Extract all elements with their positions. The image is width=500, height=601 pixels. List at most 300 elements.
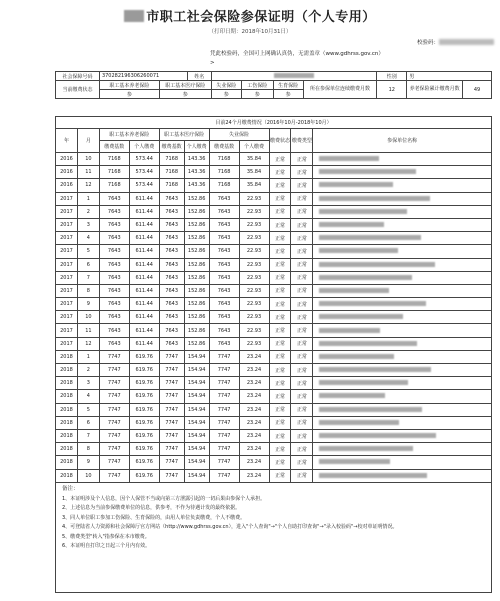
cell-medical-personal: 154.94 (184, 403, 209, 416)
cell-pension-personal: 611.44 (129, 245, 159, 258)
note-item: 6、本证明自打印之日起三个月内有效。 (62, 543, 151, 549)
cell-unemp-base: 7747 (209, 429, 239, 442)
redacted-unit-name (319, 235, 421, 240)
cell-unemp-personal: 22.93 (239, 284, 269, 297)
cell-pay-type: 正常 (291, 205, 313, 218)
cell-year: 2017 (56, 324, 78, 337)
payment-rows (56, 153, 492, 483)
head-medical: 职工基本医疗保险 (159, 81, 211, 90)
cell-pay-type: 正常 (291, 416, 313, 429)
cell-medical-personal: 154.94 (184, 416, 209, 429)
table-row (56, 350, 492, 363)
cell-pay-status: 正常 (269, 390, 291, 403)
cell-medical-base: 7747 (159, 416, 184, 429)
cell-month: 9 (77, 298, 99, 311)
cell-unemp-personal: 23.24 (239, 443, 269, 456)
payment-table (55, 116, 492, 483)
table-row (56, 456, 492, 469)
cell-year: 2017 (56, 298, 78, 311)
cell-unemp-base: 7747 (209, 443, 239, 456)
cell-month: 4 (77, 390, 99, 403)
cell-medical-base: 7643 (159, 218, 184, 231)
cell-unemp-personal: 23.24 (239, 403, 269, 416)
cell-year: 2017 (56, 337, 78, 350)
cell-unemp-base: 7747 (209, 364, 239, 377)
cell-unit-name (313, 153, 492, 166)
cell-pay-type: 正常 (291, 166, 313, 179)
cell-unit-name (313, 456, 492, 469)
cell-medical-personal: 152.86 (184, 232, 209, 245)
cell-month: 11 (77, 324, 99, 337)
cell-unemp-personal: 23.24 (239, 429, 269, 442)
cell-pay-status: 正常 (269, 377, 291, 390)
cell-medical-personal: 152.86 (184, 258, 209, 271)
cell-year: 2017 (56, 245, 78, 258)
cell-unit-name (313, 218, 492, 231)
head-unemp: 失业保险 (211, 81, 241, 90)
cell-medical-base: 7747 (159, 429, 184, 442)
cell-pension-base: 7643 (99, 258, 129, 271)
cell-pension-personal: 619.76 (129, 403, 159, 416)
cell-unit-name (313, 232, 492, 245)
cell-unemp-base: 7747 (209, 390, 239, 403)
cell-year: 2018 (56, 469, 78, 482)
redacted-code (439, 39, 494, 45)
cell-pension-base: 7168 (99, 179, 129, 192)
title-row (0, 6, 500, 25)
redacted-unit-name (319, 169, 416, 174)
cell-pay-type: 正常 (291, 311, 313, 324)
cell-month: 6 (77, 258, 99, 271)
status-pension: 参 (99, 90, 159, 99)
table-row (56, 271, 492, 284)
cell-unit-name (313, 166, 492, 179)
cell-year: 2016 (56, 153, 78, 166)
cell-pay-status: 正常 (269, 284, 291, 297)
cell-pension-base: 7643 (99, 337, 129, 350)
cell-medical-base: 7643 (159, 271, 184, 284)
cell-pay-status: 正常 (269, 324, 291, 337)
cell-unit-name (313, 390, 492, 403)
cell-pension-personal: 611.44 (129, 205, 159, 218)
cell-unemp-base: 7643 (209, 298, 239, 311)
redacted-unit-name (319, 407, 422, 412)
cell-medical-base: 7168 (159, 166, 184, 179)
cell-year: 2018 (56, 443, 78, 456)
status-unemp: 参 (211, 90, 241, 99)
head-pension: 职工基本养老保险 (99, 81, 159, 90)
table-row (56, 245, 492, 258)
cell-pay-status: 正常 (269, 258, 291, 271)
print-date: （打印日期：2018年10月31日） (208, 29, 292, 35)
cell-pension-base: 7168 (99, 153, 129, 166)
cell-month: 5 (77, 403, 99, 416)
cell-pension-personal: 611.44 (129, 192, 159, 205)
note-item: 5、缴费类型"转入"指参保在本市缴费。 (62, 533, 150, 540)
cell-year: 2017 (56, 258, 78, 271)
cell-pension-personal: 611.44 (129, 284, 159, 297)
cell-unemp-base: 7168 (209, 179, 239, 192)
pension-months-value: 49 (463, 81, 492, 99)
cell-year: 2016 (56, 166, 78, 179)
cell-pay-type: 正常 (291, 192, 313, 205)
cell-month: 2 (77, 364, 99, 377)
cell-unemp-personal: 22.93 (239, 271, 269, 284)
cell-pay-type: 正常 (291, 284, 313, 297)
cell-month: 12 (77, 179, 99, 192)
cell-month: 1 (77, 350, 99, 363)
table-row (56, 192, 492, 205)
redacted-unit-name (319, 288, 389, 293)
cell-pay-status: 正常 (269, 179, 291, 192)
note-item: 1、本证明涉及个人信息，因个人保管不当或向第三方泄露引起的一切后果由参保个人承担。 (62, 495, 266, 502)
cell-pay-type: 正常 (291, 377, 313, 390)
redacted-unit-name (319, 354, 394, 359)
redacted-unit-name (319, 301, 426, 306)
cell-medical-base: 7747 (159, 390, 184, 403)
cell-unit-name (313, 443, 492, 456)
cell-month: 7 (77, 271, 99, 284)
cell-pension-personal: 619.76 (129, 456, 159, 469)
cell-year: 2017 (56, 311, 78, 324)
cell-pension-base: 7747 (99, 416, 129, 429)
cell-medical-personal: 143.36 (184, 179, 209, 192)
redacted-unit-name (319, 196, 430, 201)
verify-text: 凭此校验码，全国可上网确认真伪，无需盖章（www.gdhrss.gov.cn） > (210, 51, 384, 66)
cell-pension-personal: 611.44 (129, 298, 159, 311)
cell-medical-base: 7168 (159, 179, 184, 192)
cell-medical-base: 7643 (159, 324, 184, 337)
col-pay-status: 缴费状态 (269, 129, 291, 153)
cell-pension-personal: 619.76 (129, 443, 159, 456)
cell-unit-name (313, 377, 492, 390)
redacted-unit-name (319, 314, 403, 319)
cell-pay-status: 正常 (269, 298, 291, 311)
cell-medical-personal: 152.86 (184, 245, 209, 258)
notes-title: 备注： (62, 486, 79, 492)
cell-unemp-base: 7643 (209, 337, 239, 350)
cell-pension-personal: 573.44 (129, 153, 159, 166)
cell-pay-type: 正常 (291, 429, 313, 442)
group-pension: 职工基本养老保险 (99, 129, 159, 141)
cell-pay-status: 正常 (269, 416, 291, 429)
cell-unit-name (313, 271, 492, 284)
cell-unit-name (313, 298, 492, 311)
status-label: 当前缴费状态 (56, 81, 100, 99)
cell-month: 10 (77, 153, 99, 166)
cell-unemp-personal: 23.24 (239, 350, 269, 363)
cell-pay-status: 正常 (269, 429, 291, 442)
cell-pension-base: 7643 (99, 284, 129, 297)
cell-pay-type: 正常 (291, 443, 313, 456)
cell-unemp-personal: 22.93 (239, 245, 269, 258)
cell-unemp-base: 7643 (209, 232, 239, 245)
redacted-unit-name (319, 209, 407, 214)
redacted-unit-name (319, 446, 413, 451)
cell-medical-base: 7643 (159, 245, 184, 258)
status-medical: 参 (159, 90, 211, 99)
cell-medical-personal: 152.86 (184, 218, 209, 231)
cell-unemp-personal: 22.93 (239, 232, 269, 245)
head-maternity: 生育保险 (273, 81, 303, 90)
cell-pension-personal: 611.44 (129, 271, 159, 284)
cell-unemp-personal: 23.24 (239, 469, 269, 482)
cell-pay-type: 正常 (291, 298, 313, 311)
cell-unit-name (313, 245, 492, 258)
cell-year: 2018 (56, 429, 78, 442)
cell-pension-personal: 619.76 (129, 416, 159, 429)
verify-code: 校验码： (294, 38, 494, 46)
cell-pay-type: 正常 (291, 258, 313, 271)
cell-unit-name (313, 284, 492, 297)
cell-unemp-personal: 22.93 (239, 192, 269, 205)
cell-month: 3 (77, 377, 99, 390)
cell-pay-type: 正常 (291, 232, 313, 245)
table-row (56, 298, 492, 311)
cell-unemp-base: 7747 (209, 456, 239, 469)
cell-unemp-personal: 22.93 (239, 324, 269, 337)
cell-pension-base: 7747 (99, 390, 129, 403)
cell-month: 5 (77, 245, 99, 258)
cell-pension-base: 7643 (99, 311, 129, 324)
table-row (56, 166, 492, 179)
cell-unemp-personal: 23.24 (239, 390, 269, 403)
redacted-unit-name (319, 367, 431, 372)
table-row (56, 284, 492, 297)
cell-medical-personal: 152.86 (184, 271, 209, 284)
cell-pay-type: 正常 (291, 245, 313, 258)
cell-pay-type: 正常 (291, 456, 313, 469)
col-base2: 缴费基数 (159, 141, 184, 153)
cell-month: 3 (77, 218, 99, 231)
cell-pay-type: 正常 (291, 364, 313, 377)
cell-year: 2018 (56, 456, 78, 469)
cell-unit-name (313, 324, 492, 337)
cell-unemp-base: 7643 (209, 271, 239, 284)
status-injury: 参 (241, 90, 273, 99)
redacted-unit-name (319, 222, 384, 227)
cell-pension-base: 7643 (99, 245, 129, 258)
cell-month: 7 (77, 429, 99, 442)
cell-year: 2017 (56, 218, 78, 231)
cell-year: 2018 (56, 390, 78, 403)
cell-pension-personal: 611.44 (129, 337, 159, 350)
cell-unit-name (313, 416, 492, 429)
redacted-unit-name (319, 420, 399, 425)
cell-medical-personal: 152.86 (184, 324, 209, 337)
table-row (56, 218, 492, 231)
cell-medical-base: 7747 (159, 443, 184, 456)
cell-unemp-personal: 35.84 (239, 153, 269, 166)
cell-pension-base: 7643 (99, 271, 129, 284)
cell-pay-type: 正常 (291, 179, 313, 192)
redacted-name (274, 73, 314, 78)
col-personal: 个人缴费 (129, 141, 159, 153)
cell-pay-status: 正常 (269, 192, 291, 205)
cell-unemp-base: 7643 (209, 284, 239, 297)
cell-unit-name (313, 205, 492, 218)
cell-unit-name (313, 350, 492, 363)
cell-unit-name (313, 403, 492, 416)
redacted-unit-name (319, 328, 380, 333)
cell-unemp-base: 7747 (209, 469, 239, 482)
unit-months-label: 所在参保单位连续缴费月数 (303, 81, 377, 99)
cell-pay-type: 正常 (291, 324, 313, 337)
cell-medical-personal: 154.94 (184, 469, 209, 482)
cell-unemp-personal: 23.24 (239, 416, 269, 429)
cell-pay-type: 正常 (291, 350, 313, 363)
cell-unemp-personal: 23.24 (239, 456, 269, 469)
cell-year: 2018 (56, 416, 78, 429)
col-unit: 参保单位名称 (313, 129, 492, 153)
cell-unit-name (313, 258, 492, 271)
cell-pension-base: 7747 (99, 350, 129, 363)
cell-month: 12 (77, 337, 99, 350)
range-note: 目前24个月缴费情况（2016年10月-2018年10月） (56, 117, 492, 129)
cell-month: 2 (77, 205, 99, 218)
cell-pension-base: 7643 (99, 298, 129, 311)
cell-pension-base: 7643 (99, 232, 129, 245)
cell-month: 8 (77, 284, 99, 297)
cell-medical-base: 7643 (159, 284, 184, 297)
table-row (56, 153, 492, 166)
cell-unemp-base: 7643 (209, 192, 239, 205)
cell-medical-base: 7643 (159, 258, 184, 271)
cell-pension-base: 7643 (99, 324, 129, 337)
cell-unemp-base: 7747 (209, 403, 239, 416)
cell-pension-base: 7747 (99, 469, 129, 482)
cell-medical-base: 7747 (159, 456, 184, 469)
col-base: 缴费基数 (99, 141, 129, 153)
cell-unemp-personal: 22.93 (239, 205, 269, 218)
cell-unemp-personal: 22.93 (239, 258, 269, 271)
col-personal2: 个人缴费 (184, 141, 209, 153)
head-injury: 工伤保险 (241, 81, 273, 90)
table-row (56, 429, 492, 442)
cell-medical-personal: 152.86 (184, 284, 209, 297)
page-title: 市职工社会保险参保证明（个人专用） (124, 6, 376, 25)
cell-pay-status: 正常 (269, 469, 291, 482)
cell-pension-base: 7643 (99, 192, 129, 205)
redacted-unit-name (319, 393, 385, 398)
cell-unemp-base: 7168 (209, 166, 239, 179)
cell-pay-type: 正常 (291, 337, 313, 350)
cell-year: 2018 (56, 350, 78, 363)
cell-medical-base: 7168 (159, 153, 184, 166)
cell-pension-base: 7643 (99, 205, 129, 218)
notes (55, 481, 492, 593)
gender-label: 性别 (377, 72, 407, 81)
unit-months-value: 12 (377, 81, 407, 99)
cell-pension-base: 7168 (99, 166, 129, 179)
redacted-unit-name (319, 275, 412, 280)
cell-pay-type: 正常 (291, 469, 313, 482)
cell-medical-base: 7643 (159, 205, 184, 218)
cell-medical-personal: 152.86 (184, 337, 209, 350)
cell-unemp-personal: 22.93 (239, 311, 269, 324)
cell-medical-personal: 154.94 (184, 377, 209, 390)
redacted-unit-name (319, 341, 417, 346)
info-table (55, 71, 492, 99)
cell-pension-base: 7747 (99, 429, 129, 442)
table-row (56, 364, 492, 377)
cell-year: 2017 (56, 192, 78, 205)
group-unemp: 失业保险 (209, 129, 269, 141)
cell-medical-personal: 143.36 (184, 166, 209, 179)
redacted-unit-name (319, 156, 379, 161)
cell-pension-base: 7747 (99, 364, 129, 377)
cell-year: 2016 (56, 179, 78, 192)
table-row (56, 403, 492, 416)
cell-pay-status: 正常 (269, 232, 291, 245)
cell-pay-status: 正常 (269, 271, 291, 284)
cell-medical-personal: 154.94 (184, 364, 209, 377)
col-pay-type: 缴费类型 (291, 129, 313, 153)
cell-unemp-personal: 23.24 (239, 377, 269, 390)
cell-pay-type: 正常 (291, 153, 313, 166)
cell-year: 2018 (56, 364, 78, 377)
cell-pay-status: 正常 (269, 456, 291, 469)
cell-medical-base: 7643 (159, 232, 184, 245)
table-row (56, 324, 492, 337)
cell-medical-personal: 143.36 (184, 153, 209, 166)
cell-pay-status: 正常 (269, 245, 291, 258)
cell-pension-personal: 611.44 (129, 258, 159, 271)
table-row (56, 232, 492, 245)
cell-month: 8 (77, 443, 99, 456)
cell-month: 9 (77, 456, 99, 469)
gender-value: 男 (407, 72, 492, 81)
cell-unit-name (313, 192, 492, 205)
cell-unemp-personal: 23.24 (239, 364, 269, 377)
cell-medical-personal: 154.94 (184, 443, 209, 456)
cell-medical-personal: 152.86 (184, 192, 209, 205)
cell-pension-personal: 611.44 (129, 232, 159, 245)
col-personal3: 个人缴费 (239, 141, 269, 153)
cell-unemp-base: 7747 (209, 377, 239, 390)
cell-medical-base: 7747 (159, 403, 184, 416)
cell-unemp-base: 7747 (209, 350, 239, 363)
cell-month: 1 (77, 192, 99, 205)
cell-medical-base: 7747 (159, 377, 184, 390)
cell-pay-type: 正常 (291, 390, 313, 403)
cell-pension-base: 7747 (99, 456, 129, 469)
cell-unit-name (313, 179, 492, 192)
cell-pension-personal: 619.76 (129, 350, 159, 363)
table-row (56, 337, 492, 350)
cell-pay-status: 正常 (269, 337, 291, 350)
cell-pay-type: 正常 (291, 271, 313, 284)
cell-month: 11 (77, 166, 99, 179)
cell-year: 2017 (56, 284, 78, 297)
cell-pay-status: 正常 (269, 205, 291, 218)
cell-medical-personal: 154.94 (184, 429, 209, 442)
cell-unit-name (313, 311, 492, 324)
cell-month: 4 (77, 232, 99, 245)
cell-unemp-base: 7747 (209, 416, 239, 429)
cell-pension-personal: 619.76 (129, 429, 159, 442)
cell-pay-status: 正常 (269, 153, 291, 166)
redacted-unit-name (319, 473, 427, 478)
col-base3: 缴费基数 (209, 141, 239, 153)
status-maternity: 参 (273, 90, 303, 99)
note-item: 3、同人单位职工参加工伤保险、生育保险的，由用人单位负责缴费，个人不缴费。 (62, 514, 246, 521)
cell-unemp-base: 7643 (209, 218, 239, 231)
cell-month: 6 (77, 416, 99, 429)
name-value (211, 72, 377, 81)
cell-unit-name (313, 364, 492, 377)
redacted-unit-name (319, 248, 398, 253)
